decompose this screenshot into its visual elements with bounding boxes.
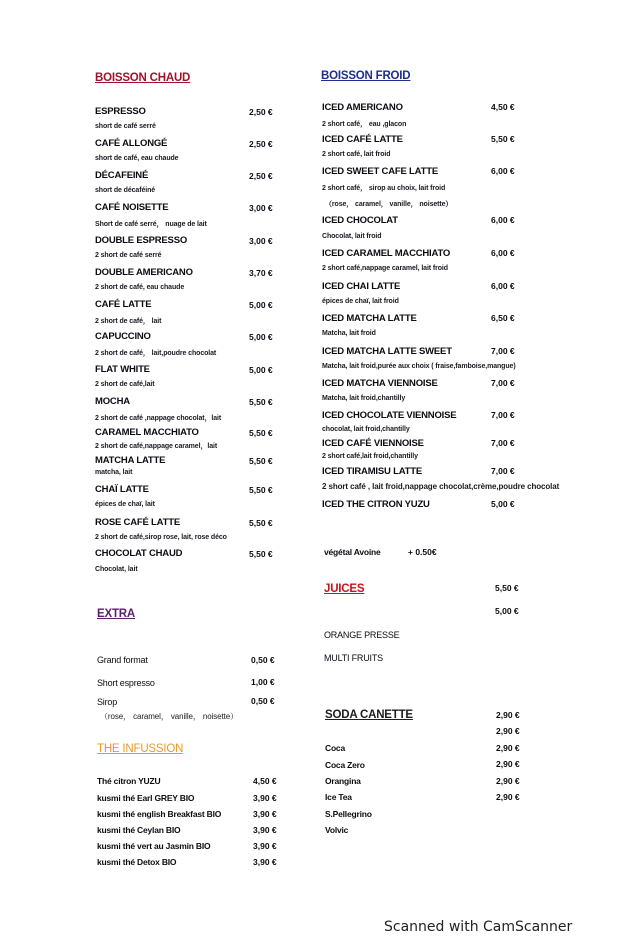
infusion-item-price: 3,90 € xyxy=(253,793,277,803)
froid-item-name: ICED CAFÉ LATTE xyxy=(322,134,403,145)
chaud-item-desc: Short de café serré， nuage de lait xyxy=(95,221,207,228)
froid-item-name: ICED CHOCOLATE VIENNOISE xyxy=(322,410,457,421)
juice-price: 5,50 € xyxy=(495,583,519,593)
chaud-item-price: 5,00 € xyxy=(249,300,273,310)
chaud-item-name: DÉCAFEINÉ xyxy=(95,170,149,181)
froid-item-price: 6,50 € xyxy=(491,313,515,323)
soda-item-price: 2,90 € xyxy=(496,710,520,720)
chaud-item-price: 5,50 € xyxy=(249,518,273,528)
froid-item-price: 7,00 € xyxy=(491,438,515,448)
froid-item-price: 7,00 € xyxy=(491,410,515,420)
chaud-item-price: 5,50 € xyxy=(249,428,273,438)
chaud-item-name: ROSE CAFÉ LATTE xyxy=(95,517,180,528)
infusion-item-name: kusmi thé Ceylan BIO xyxy=(97,825,181,835)
infusion-item-price: 3,90 € xyxy=(253,809,277,819)
froid-item-price: 4,50 € xyxy=(491,102,515,112)
juice-price: 5,00 € xyxy=(495,606,519,616)
chaud-item-price: 5,50 € xyxy=(249,549,273,559)
infusion-item-name: Thé citron YUZU xyxy=(97,776,161,786)
froid-item-name: ICED AMERICANO xyxy=(322,102,403,113)
scanner-watermark: Scanned with CamScanner xyxy=(384,919,573,935)
froid-item-name: ICED TIRAMISU LATTE xyxy=(322,466,422,477)
chaud-item-name: CAPUCCINO xyxy=(95,331,151,342)
sirop-options: （rose， caramel， vanille， noisette） xyxy=(100,712,238,721)
vegetal-label: végétal Avoine xyxy=(324,547,381,557)
soda-title: SODA CANETTE xyxy=(325,709,413,721)
chaud-item-name: MOCHA xyxy=(95,396,130,407)
chaud-item-desc: 2 short de café, eau chaude xyxy=(95,284,185,291)
soda-item-price: 2,90 € xyxy=(496,759,520,769)
extra-price: 1,00 € xyxy=(251,677,275,687)
infusion-item-name: kusmi thé vert au Jasmin BIO xyxy=(97,841,211,851)
chaud-item-desc: short de décaféiné xyxy=(95,187,156,194)
chaud-item-price: 3,00 € xyxy=(249,236,273,246)
juices-title: JUICES xyxy=(324,583,365,595)
froid-item-desc: Chocolat, lait froid xyxy=(322,233,382,240)
soda-item-price: 2,90 € xyxy=(496,726,520,736)
froid-item-name: ICED MATCHA LATTE xyxy=(322,313,417,324)
froid-item-price: 6,00 € xyxy=(491,215,515,225)
froid-item-name: ICED CAFÉ VIENNOISE xyxy=(322,438,424,449)
froid-item-desc: Matcha, lait froid,chantilly xyxy=(322,395,406,402)
chaud-item-desc: épices de chaï, lait xyxy=(95,501,155,508)
soda-item-price: 2,90 € xyxy=(496,792,520,802)
boisson-chaud-title: BOISSON CHAUD xyxy=(95,72,191,84)
chaud-item-name: DOUBLE AMERICANO xyxy=(95,267,193,278)
extra-price: 0,50 € xyxy=(251,696,275,706)
froid-item-desc: épices de chaï, lait froid xyxy=(322,298,399,305)
froid-item-price: 6,00 € xyxy=(491,281,515,291)
chaud-item-desc: Chocolat, lait xyxy=(95,566,138,573)
soda-item-name: Ice Tea xyxy=(325,792,352,802)
vegetal-price: + 0.50€ xyxy=(408,547,437,557)
infusion-item-name: kusmi thé english Breakfast BIO xyxy=(97,809,222,819)
chaud-item-desc: 2 short de café,lait xyxy=(95,381,155,388)
froid-item-price: 6,00 € xyxy=(491,248,515,258)
infusion-item-price: 4,50 € xyxy=(253,776,277,786)
chaud-item-price: 2,50 € xyxy=(249,171,273,181)
froid-item-price: 6,00 € xyxy=(491,166,515,176)
infusion-item-price: 3,90 € xyxy=(253,841,277,851)
extra-title: EXTRA xyxy=(97,608,135,620)
chaud-item-desc: 2 short de café,sirop rose, lait, rose déco xyxy=(95,534,227,541)
infusion-item-price: 3,90 € xyxy=(253,857,277,867)
chaud-item-desc: matcha, lait xyxy=(95,469,133,476)
chaud-item-price: 5,00 € xyxy=(249,365,273,375)
chaud-item-name: CHAÏ LATTE xyxy=(95,484,149,495)
froid-item-name: ICED SWEET CAFE LATTE xyxy=(322,166,438,177)
chaud-item-desc: 2 short de café ,nappage chocolat，lait xyxy=(95,415,222,422)
juice-item: MULTI FRUITS xyxy=(324,653,383,663)
extra-price: 0,50 € xyxy=(251,655,275,665)
chaud-item-desc: 2 short de café serré xyxy=(95,252,162,259)
froid-item-price: 5,00 € xyxy=(491,499,515,509)
chaud-item-price: 2,50 € xyxy=(249,139,273,149)
chaud-item-price: 5,50 € xyxy=(249,485,273,495)
froid-item-price: 7,00 € xyxy=(491,346,515,356)
chaud-item-name: CAFÉ ALLONGÉ xyxy=(95,138,168,149)
soda-item-name: Coca Zero xyxy=(325,760,365,770)
soda-item-name: Orangina xyxy=(325,776,361,786)
froid-item-name: ICED MATCHA VIENNOISE xyxy=(322,378,438,389)
froid-item-name: ICED MATCHA LATTE SWEET xyxy=(322,346,452,357)
chaud-item-name: ESPRESSO xyxy=(95,106,146,117)
froid-item-desc: 2 short café,nappage caramel, lait froid xyxy=(322,265,448,272)
froid-item-name: ICED CHAI LATTE xyxy=(322,281,401,292)
froid-item-name: ICED CHOCOLAT xyxy=(322,215,398,226)
chaud-item-name: MATCHA LATTE xyxy=(95,455,166,466)
extra-item: Grand format xyxy=(97,655,148,665)
froid-item-desc: 2 short café,lait froid,chantilly xyxy=(322,453,418,460)
chaud-item-name: CHOCOLAT CHAUD xyxy=(95,548,183,559)
extra-item: Short espresso xyxy=(97,678,155,688)
chaud-item-price: 5,50 € xyxy=(249,397,273,407)
chaud-item-desc: short de café, eau chaude xyxy=(95,155,179,162)
chaud-item-desc: 2 short de café， lait xyxy=(95,318,162,325)
chaud-item-name: FLAT WHITE xyxy=(95,364,150,375)
froid-item-desc: chocolat, lait froid,chantilly xyxy=(322,426,410,433)
chaud-item-name: DOUBLE ESPRESSO xyxy=(95,235,188,246)
froid-item-name: ICED CARAMEL MACCHIATO xyxy=(322,248,451,259)
soda-item-name: S.Pellegrino xyxy=(325,809,372,819)
froid-item-desc: 2 short café , lait froid,nappage chocolat,crème,poudre chocolat xyxy=(322,482,560,491)
chaud-item-desc: 2 short de café,nappage caramel，lait xyxy=(95,443,218,450)
froid-item-desc: 2 short café， eau ,glacon xyxy=(322,121,407,128)
boisson-froid-title: BOISSON FROID xyxy=(321,70,411,82)
froid-item-price: 7,00 € xyxy=(491,378,515,388)
froid-item-price: 7,00 € xyxy=(491,466,515,476)
infusion-item-price: 3,90 € xyxy=(253,825,277,835)
chaud-item-desc: 2 short de café， lait,poudre chocolat xyxy=(95,350,217,357)
infusion-item-name: kusmi thé Detox BIO xyxy=(97,857,177,867)
chaud-item-price: 5,50 € xyxy=(249,456,273,466)
chaud-item-desc: short de café serré xyxy=(95,123,156,130)
soda-item-price: 2,90 € xyxy=(496,743,520,753)
froid-item-desc: 2 short café， sirop au choix, lait froid xyxy=(322,185,446,192)
froid-item-name: ICED THE CITRON YUZU xyxy=(322,499,430,510)
soda-item-name: Volvic xyxy=(325,825,349,835)
chaud-item-name: CAFÉ LATTE xyxy=(95,299,152,310)
chaud-item-price: 3,70 € xyxy=(249,268,273,278)
chaud-item-name: CARAMEL MACCHIATO xyxy=(95,427,199,438)
chaud-item-price: 2,50 € xyxy=(249,107,273,117)
juice-item: ORANGE PRESSE xyxy=(324,630,400,640)
froid-item-desc: Matcha, lait froid xyxy=(322,330,376,337)
extra-item: Sirop xyxy=(97,697,118,707)
chaud-item-name: CAFÉ NOISETTE xyxy=(95,202,169,213)
soda-item-name: Coca xyxy=(325,743,345,753)
infusion-title: THE INFUSSION xyxy=(97,743,184,755)
froid-item-desc: 2 short café, lait froid xyxy=(322,151,391,158)
froid-item-desc: （rose， caramel， vanille， noisette） xyxy=(325,201,453,208)
chaud-item-price: 3,00 € xyxy=(249,203,273,213)
soda-item-price: 2,90 € xyxy=(496,776,520,786)
froid-item-price: 5,50 € xyxy=(491,134,515,144)
infusion-item-name: kusmi thé Earl GREY BIO xyxy=(97,793,195,803)
chaud-item-price: 5,00 € xyxy=(249,332,273,342)
froid-item-desc: Matcha, lait froid,purée aux choix ( fraise,famboise,mangue) xyxy=(322,363,516,370)
